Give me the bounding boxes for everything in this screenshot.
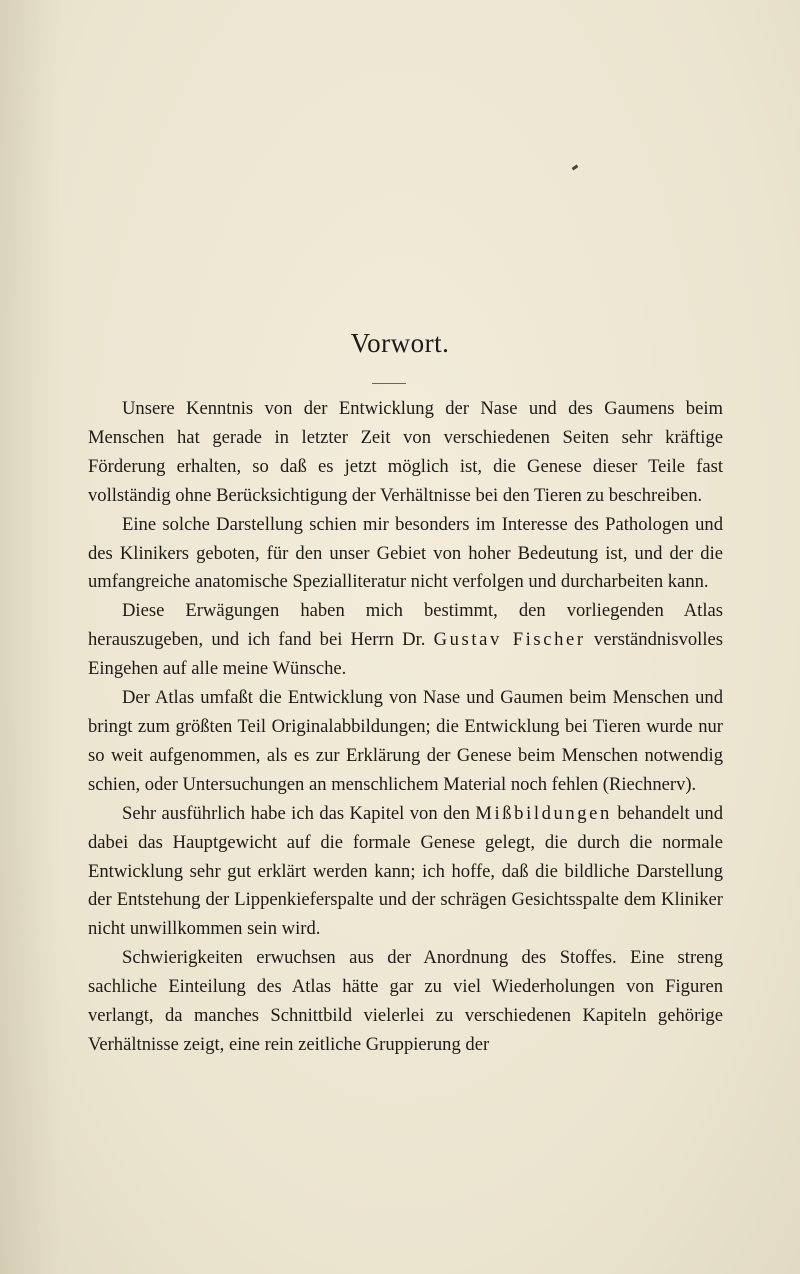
title-rule [372,383,406,384]
paragraph-3-end: verständnisvolles Eingehen auf alle meine Wünsche. [88,629,723,680]
page-title: Vorwort. [350,328,450,358]
ink-speck [572,165,579,171]
paragraph-5-end: behandelt und dabei das Hauptgewicht auf die formale Genese gelegt, die durch die normale Entwicklung sehr gut erklärt werden kann; ich hoffe, daß die bildliche Darstellung der Entstehung der Lippenkieferspalte und der schrägen Gesichtsspalte dem Kliniker nicht unwillkommen sein wird. [88,802,723,940]
paragraph-3-start: Diese Erwägungen haben mich bestimmt, den vorliegenden Atlas herauszugeben, und ich fand bei Herrn Dr. [88,600,723,651]
paragraph-2: Eine solche Darstellung schien mir besonders im Interesse des Pathologen und des Klinikers geboten, für den unser Gebiet von hoher Bedeutung ist, und der die umfangreiche anatomische Spezialliteratur nicht verfolgen und durcharbeiten kann. [88,513,723,593]
paragraph-6: Schwierigkeiten erwuchsen aus der Anordnung des Stoffes. Eine streng sachliche Einteilung des Atlas hätte gar zu viel Wiederholungen von Figuren verlangt, da manches Schnittbild vielerlei zu verschiedenen Kapiteln gehörige Verhältnisse zeigt, eine rein zeitliche Gruppierung der [88,947,723,1055]
emphasized-term: Mißbildungen [475,802,612,824]
paragraph-5 [88,800,723,945]
paragraph-5-start: Sehr ausführlich habe ich das Kapitel von den [122,802,476,824]
paragraph-4: Der Atlas umfaßt die Entwicklung von Nase und Gaumen beim Menschen und bringt zum größten Teil Originalabbildungen; die Entwicklung bei Tieren wurde nur so weit aufgenommen, als es zur Erklärung der Genese beim Menschen notwendig schien, oder Untersuchungen an menschlichem Material noch fehlen (Riechnerv). [88,687,723,795]
body-text [88,395,723,1060]
paragraph-1: Unsere Kenntnis von der Entwicklung der Nase und des Gaumens beim Menschen hat gerade in letzter Zeit von verschiedenen Seiten sehr kräftige Förderung erhalten, so daß es jetzt möglich ist, die Genese dieser Teile fast vollständig ohne Berücksichtigung der Verhältnisse bei den Tieren zu beschreiben. [88,398,723,506]
paragraph-3 [88,597,723,684]
publisher-name: Gustav Fischer [433,629,586,651]
